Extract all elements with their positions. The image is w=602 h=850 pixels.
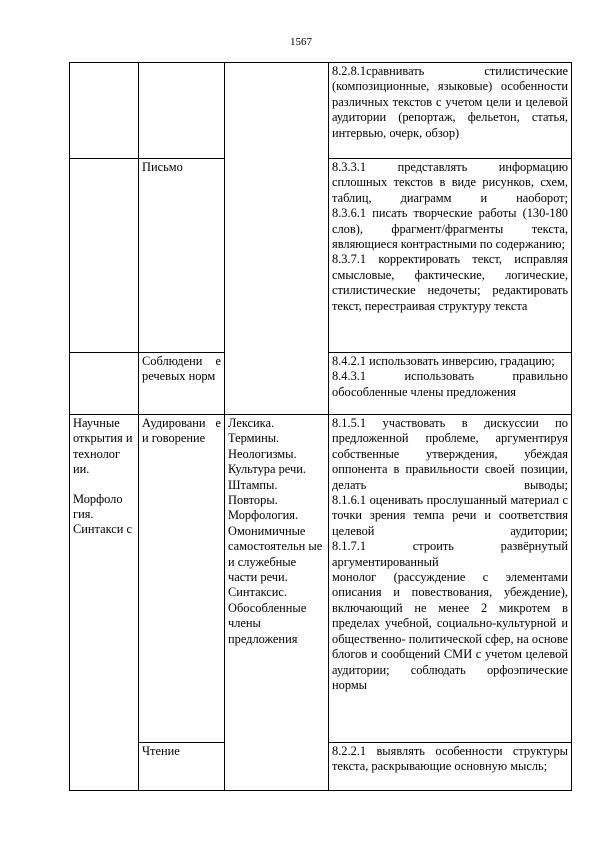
topic-cell [225, 63, 329, 415]
topic-cell [225, 415, 329, 791]
objective-text: 8.3.3.1 представлять информацию сплошных текстов в виде рисунков, схем, таблиц, диаграмм и наоборот; [332, 160, 568, 205]
objective-text: 8.3.6.1 писать творческие работы (130-180 слов), фрагмент/фрагменты текста, являющиеся контрастными по содержанию; [332, 206, 568, 252]
objective-text: 8.4.3.1 использовать правильно обособленные члены предложения [332, 369, 568, 399]
skill-cell [139, 159, 225, 353]
skill-cell [139, 63, 225, 159]
objectives-cell [329, 159, 572, 353]
skill-label: Аудировани е и говорение [142, 416, 221, 446]
curriculum-table [69, 62, 572, 791]
objective-text: 8.1.6.1 оценивать прослушанный материал с точки зрения темпа речи и соответствия целевой аудитории; [332, 493, 568, 538]
section-cell [70, 63, 139, 159]
skill-label: Чтение [142, 744, 180, 758]
section-title: Морфоло гия. Синтакси с [73, 491, 133, 537]
objectives-cell [329, 743, 572, 791]
skill-label: Соблюдени е речевых норм [142, 354, 221, 384]
section-cell [70, 159, 139, 353]
objective-text: монолог (рассуждение с элементами описания и повествования, убеждение), включающий не менее 2 микротем в пределах учебной, социально-культурной и общественно- политической сфер, на основе блогов и сообщений СМИ с учетом целевой аудитории; соблюдать орфоэпические нормы [332, 570, 569, 692]
objective-text: 8.4.2.1 использовать инверсию, градацию; [332, 354, 555, 368]
objective-text: 8.2.2.1 выявлять особенности структуры текста, раскрывающие основную мысль; [332, 744, 568, 774]
table-row [70, 415, 572, 743]
skill-label: Письмо [142, 160, 183, 174]
section-cell [70, 415, 139, 791]
section-title: Научные открытия и технолог ии. [73, 416, 133, 477]
section-cell [70, 353, 139, 415]
skill-cell [139, 353, 225, 415]
skill-cell [139, 415, 225, 743]
objectives-cell [329, 353, 572, 415]
objectives-cell [329, 415, 572, 743]
skill-cell [139, 743, 225, 791]
objectives-cell [329, 63, 572, 159]
topic-list: Лексика. Термины. Неологизмы. Культура речи. Штампы. Повторы. Морфология. Омонимичные самостоятельн ые и служебные части речи. Синтаксис. Обособленные члены предложения [228, 416, 323, 646]
objective-text: 8.1.7.1 строить развёрнутый аргументированный [332, 539, 568, 569]
table-row [70, 63, 572, 159]
page-number: 1567 [290, 36, 312, 48]
objective-text: 8.2.8.1сравнивать стилистические (композиционные, языковые) особенности различных текстов с учетом цели и целевой аудитории (репортаж, фельетон, статья, интервью, очерк, обзор) [332, 64, 568, 140]
objective-text: 8.3.7.1 корректировать текст, исправляя смысловые, фактические, логические, стилистические недочеты; редактировать текст, перестраивая структуру текста [332, 252, 568, 313]
objective-text: 8.1.5.1 участвовать в дискуссии по предложенной проблеме, аргументируя собственные утверждения, убеждая оппонента в правильности своей позиции, делать выводы; [332, 416, 568, 492]
